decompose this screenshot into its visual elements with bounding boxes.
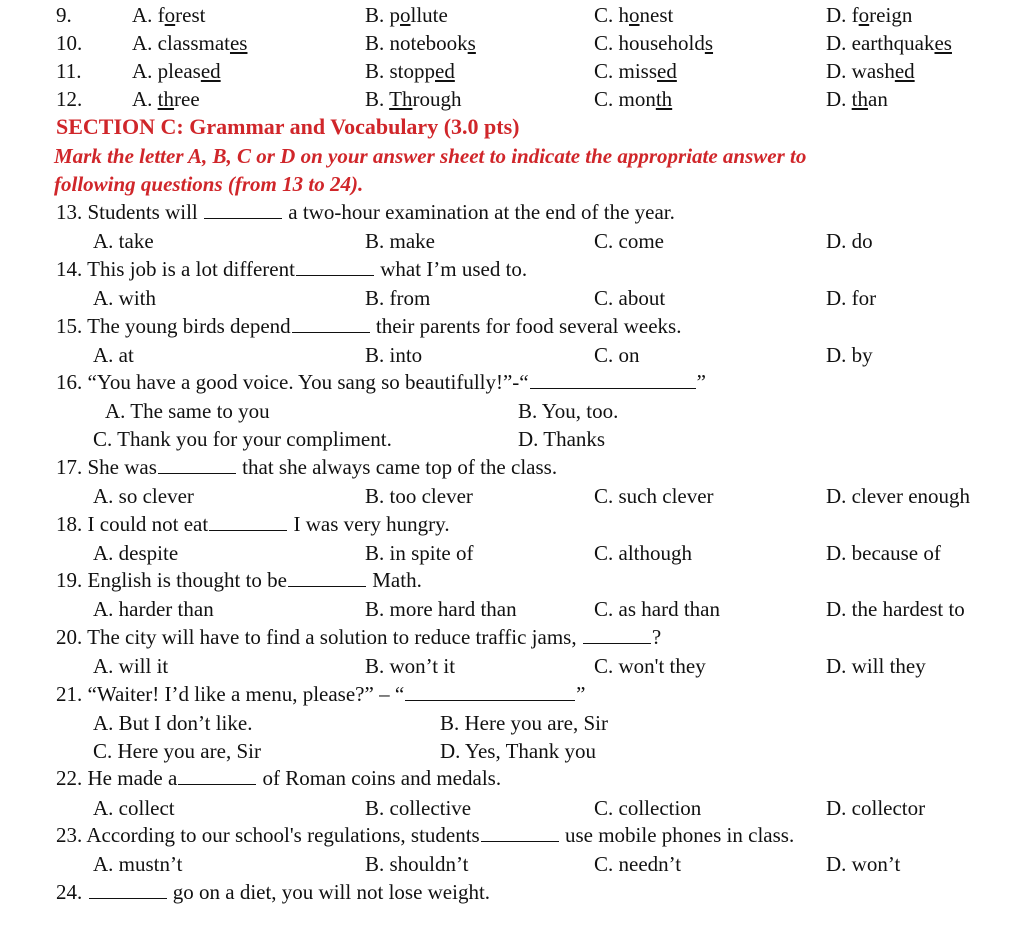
option-d[interactable]: D. will they	[826, 654, 926, 678]
option-b[interactable]: B. make	[365, 229, 435, 253]
question-stem: 21. “Waiter! I’d like a menu, please?” – “ ”	[56, 682, 586, 706]
question-stem: 14. This job is a lot different what I’m used to.	[56, 257, 528, 281]
option-b[interactable]: B. from	[365, 286, 431, 310]
question-number: 10.	[56, 31, 83, 55]
option-d[interactable]: D. Thanks	[518, 427, 606, 451]
question-stem: 16. “You have a good voice. You sang so beautifully!”-“ ”	[56, 370, 706, 394]
option-c[interactable]: C. missed	[594, 59, 677, 83]
answer-blank	[530, 388, 696, 389]
option-a[interactable]: A. forest	[132, 3, 206, 27]
option-a[interactable]: A. collect	[93, 796, 175, 820]
option-b[interactable]: B. into	[365, 343, 423, 367]
option-c[interactable]: C. on	[594, 343, 640, 367]
option-c[interactable]: C. such clever	[594, 484, 714, 508]
option-c[interactable]: C. month	[594, 87, 673, 111]
option-c[interactable]: C. honest	[594, 3, 674, 27]
option-a[interactable]: A. mustn’t	[93, 852, 183, 876]
option-d[interactable]: D. do	[826, 229, 873, 253]
answer-blank	[209, 530, 287, 531]
answer-blank	[204, 218, 282, 219]
option-d[interactable]: D. by	[826, 343, 873, 367]
option-c[interactable]: C. about	[594, 286, 666, 310]
option-b[interactable]: B. pollute	[365, 3, 448, 27]
option-d[interactable]: D. because of	[826, 541, 941, 565]
option-b[interactable]: B. more hard than	[365, 597, 517, 621]
question-stem: 17. She was that she always came top of the class.	[56, 455, 558, 479]
option-c[interactable]: C. collection	[594, 796, 702, 820]
question-stem: 24. go on a diet, you will not lose weight.	[56, 880, 491, 904]
option-d[interactable]: D. won’t	[826, 852, 901, 876]
option-a[interactable]: A. The same to you	[105, 399, 270, 423]
option-d[interactable]: D. for	[826, 286, 877, 310]
question-number: 11.	[56, 59, 82, 83]
instruction-line-2: following questions (from 13 to 24).	[54, 172, 364, 196]
option-b[interactable]: B. too clever	[365, 484, 473, 508]
option-b[interactable]: B. Here you are, Sir	[440, 711, 608, 735]
answer-blank	[405, 700, 575, 701]
option-b[interactable]: B. stopped	[365, 59, 455, 83]
option-a[interactable]: A. pleased	[132, 59, 221, 83]
question-stem: 20. The city will have to find a solution to reduce traffic jams, ?	[56, 625, 662, 649]
answer-blank	[296, 275, 374, 276]
option-b[interactable]: B. shouldn’t	[365, 852, 469, 876]
option-a[interactable]: A. take	[93, 229, 154, 253]
option-d[interactable]: D. earthquakes	[826, 31, 952, 55]
option-c[interactable]: C. come	[594, 229, 664, 253]
question-stem: 15. The young birds depend their parents for food several weeks.	[56, 314, 682, 338]
option-d[interactable]: D. the hardest to	[826, 597, 965, 621]
answer-blank	[481, 841, 559, 842]
option-a[interactable]: A. at	[93, 343, 134, 367]
question-number: 12.	[56, 87, 83, 111]
answer-blank	[158, 473, 236, 474]
option-a[interactable]: A. will it	[93, 654, 169, 678]
option-c[interactable]: C. Here you are, Sir	[93, 739, 261, 763]
option-b[interactable]: B. collective	[365, 796, 472, 820]
option-b[interactable]: B. Through	[365, 87, 462, 111]
option-a[interactable]: A. harder than	[93, 597, 214, 621]
instruction-line-1: Mark the letter A, B, C or D on your answer sheet to indicate the appropriate answer to	[54, 144, 807, 168]
option-a[interactable]: A. three	[132, 87, 200, 111]
option-b[interactable]: B. notebooks	[365, 31, 476, 55]
option-a[interactable]: A. despite	[93, 541, 179, 565]
option-c[interactable]: C. households	[594, 31, 714, 55]
answer-blank	[89, 898, 167, 899]
option-c[interactable]: C. needn’t	[594, 852, 682, 876]
question-stem: 22. He made a of Roman coins and medals.	[56, 766, 502, 790]
answer-blank	[178, 784, 256, 785]
question-stem: 13. Students will a two-hour examination at the end of the year.	[56, 200, 675, 224]
question-stem: 19. English is thought to be Math.	[56, 568, 422, 592]
option-d[interactable]: D. collector	[826, 796, 926, 820]
option-d[interactable]: D. washed	[826, 59, 915, 83]
option-d[interactable]: D. than	[826, 87, 888, 111]
option-c[interactable]: C. Thank you for your compliment.	[93, 427, 392, 451]
section-title: SECTION C: Grammar and Vocabulary (3.0 pts)	[56, 114, 520, 139]
option-b[interactable]: B. in spite of	[365, 541, 474, 565]
option-c[interactable]: C. as hard than	[594, 597, 720, 621]
answer-blank	[292, 332, 370, 333]
option-d[interactable]: D. foreign	[826, 3, 913, 27]
answer-blank	[288, 586, 366, 587]
answer-blank	[583, 643, 651, 644]
option-c[interactable]: C. although	[594, 541, 692, 565]
question-number: 9.	[56, 3, 72, 27]
option-a[interactable]: A. so clever	[93, 484, 194, 508]
option-c[interactable]: C. won't they	[594, 654, 706, 678]
question-stem: 18. I could not eat I was very hungry.	[56, 512, 450, 536]
option-d[interactable]: D. Yes, Thank you	[440, 739, 596, 763]
option-a[interactable]: A. classmates	[132, 31, 248, 55]
option-d[interactable]: D. clever enough	[826, 484, 971, 508]
question-stem: 23. According to our school's regulations, students use mobile phones in class.	[56, 823, 795, 847]
option-a[interactable]: A. But I don’t like.	[93, 711, 253, 735]
option-b[interactable]: B. won’t it	[365, 654, 456, 678]
option-a[interactable]: A. with	[93, 286, 156, 310]
option-b[interactable]: B. You, too.	[518, 399, 619, 423]
